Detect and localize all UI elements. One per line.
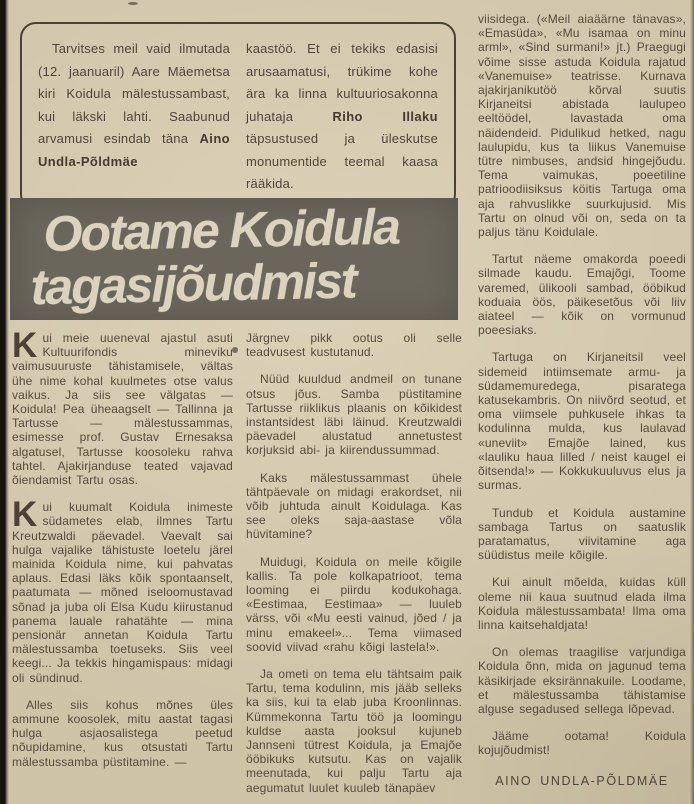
paragraph: Kaks mälestussammast ühele tähtpäevale on midagi erakordset, nii võib juhtuda ainult Koidulaga. Kas see oleks saja-aastase võla hüvitamine? xyxy=(246,470,462,542)
headline-line-1: Ootame Koidula xyxy=(42,198,400,262)
paragraph: Tartut näeme omakorda poeedi silmade kaudu. Emajõgi, Toome varemed, ülikooli sambad, ööbikud koduaia öös, päikesetõus või liiv aiateel — kõik on vormunud poeesiaks. xyxy=(478,252,686,338)
paragraph: Nüüd kuuldud andmeil on tunane otsus jõus. Samba püstitamine Tartusse riiklikus plaanis on kõikidest instantsidest läbi läinud. Kreutzwaldi päevadel alustatud annetustest korjuksid abi- ja kiirendussummad. xyxy=(246,372,462,458)
paragraph: Ja ometi on tema elu tähtsaim paik Tartu, tema kodulinn, mis jääb selleks ka siis, kui ta elab juba Kroonlinnas. Kümmekonna Tartu töö ja loomingu kuldse aasta jooksul kujuneb Jannseni tütrest Koidula, ja Emajõe ööbikuks kutsutu. Kas on vajalik meenutada, kui palju Tartu aja aegumatut luulet kuuleb tänapäev xyxy=(246,667,462,795)
drop-cap: K xyxy=(12,331,38,365)
author-signature: AINO UNDLA-PÕLDMÄE xyxy=(495,773,669,788)
author-name-emphasis: Aino Undla-Põldmäe xyxy=(38,131,230,169)
drop-cap: K xyxy=(12,495,38,535)
paragraph-text: ui meie uueneval ajastul asuti Kultuurifondis mineviku vaimusuuruste tähistamisele, vältas ühe nime kohal kuulmetes otse valus vaikus. Ja siis see välgatas — Koidula! Pea üheaagselt — Tallinna ja Tartusse — mälestussammas, esimesse prof. Gustav Ernesaksa algatusel, Tartusse koosoleku rahva tahtel. Ajakirjanduse teated vajavad õiendamist Tartu osas. xyxy=(12,331,233,488)
paragraph: viisidega. («Meil aiaäärne tänavas», «Emasüda», «Mu isamaa on minu arml», «Sind surmani!» jt.) Praegugi võime sisse astuda Koidula rajatud «Vanemuise» teatrisse. Kurnava ajakirjanikutöö kõrval suutis Kirjaneitsi abistada laulupeo eeltöödel, lavastada oma näidendeid. Pidulikud hetked, nagu laulupidu, kus ta liikus Vanemuise tütre nimbuses, andsid hingejõudu. Tema vaimukas, poeetiline patrioodiisiksus köitis Tartuga oma aja rahvuslikke suurkujusid. Mis Tartu on olnud või on, seda on ta paljus tänu Koidulale. xyxy=(478,12,686,240)
paragraph: On olemas traagilise varjundiga Koidula õnn, mida on jagunud tema käsikirjade eksirännakuile. Loodame, et mälestussamba tähistamise alguse segadused sellega lõpevad. xyxy=(478,645,686,716)
body-column-right xyxy=(478,12,686,804)
body-column-middle xyxy=(246,331,462,804)
intro-text-2: kaastöö. Et ei tekiks edasisi arusaamatusi, trükime kohe ära ka linna kultuuriosakonna juhataja xyxy=(246,41,438,124)
paragraph: Tartuga on Kirjaneitsil veel sidemeid intiimsemate armu- ja südamemuredega, pisaratega katusekambris. On niivõrd seotud, et oma viimsele puhkusele ihkas ta kodulinna mulda, kus laulavad «uneviit» Emajõe lained, kus «lauliku haua lilled / neist kaugel ei õitsenda!» — Kokkukuuluvus elus ja surmas. xyxy=(478,350,686,493)
paragraph xyxy=(12,331,233,487)
scan-speck xyxy=(128,2,138,5)
scan-edge-right xyxy=(690,0,694,804)
body-column-left xyxy=(12,331,233,804)
intro-box-column-1 xyxy=(38,38,230,196)
intro-text-1: Tarvitses meil vaid ilmutada (12. jaanuaril) Aare Mäemetsa kiri Koidula mälestussambast, kui läkski lahti. Saabunud arvamusi esindab täna xyxy=(38,41,230,146)
paragraph: Kui ainult mõelda, kuidas küll oleme nii kaua suutnud elada ilma Koidula mälestussambata! Ilma oma linna kaitsehaldjata! xyxy=(478,575,686,632)
scan-edge-left xyxy=(0,0,9,804)
intro-box-column-2 xyxy=(246,38,438,196)
paragraph-text: ui kuumalt Koidula inimeste südametes elab, ilmnes Tartu Kreutzwaldi päevadel. Vaevalt sai hulga vajalike tähistuste loetelu järel mainida Koidula nime, kui pahvatas aplaus. Edasi läks kõik spontaanselt, paatumata — mõned iseloomustavad sõnad ja juba oli Elsa Kudu kiirustanud panema lauale rahatähte — mina pensionär annetan Koidula Tartu mälestussamba toetuseks. Siis veel keegi... Ja tekkis hingamispaus: midagi oli sündinud. xyxy=(12,500,233,685)
official-name-emphasis: Riho Illaku xyxy=(332,108,438,124)
paragraph: Jääme ootama! Koidula kojujõudmist! xyxy=(478,729,686,758)
editor-intro-box xyxy=(20,22,456,210)
headline-banner xyxy=(10,198,458,320)
intro-text-3: täpsustused ja üleskutse monumentide teemal kaasa rääkida. xyxy=(246,131,438,191)
headline-line-2: tagasijõudmist xyxy=(30,252,357,316)
article-headline xyxy=(9,193,459,314)
paragraph xyxy=(12,495,233,685)
paragraph: Järgnev pikk ootus oli selle teadvusest kustutanud. xyxy=(246,331,462,360)
paragraph: Muidugi, Koidula on meile kõigile kallis. Ta pole kolkapatrioot, tema looming ei piirdu kodukohaga. «Eestimaa, Eestimaa» — luuleb värss, või «Mu eesti vainud, jõed / ja minu emakeel»... Tema viimased soovid viivad «rahu kõigi lastela!». xyxy=(246,554,462,654)
paragraph: Tundub et Koidula austamine sambaga Tartus on saatuslik paratamatus, viivitamine aga süüdistus meile kõigile. xyxy=(478,505,686,563)
paragraph: Alles siis kohus mõnes üles ammune koosolek, mitu aastat tagasi hulga asjaosalistega peetud nõupidamine, kus otsustati Tartu mälestussamba püstitamine. — xyxy=(12,697,233,769)
